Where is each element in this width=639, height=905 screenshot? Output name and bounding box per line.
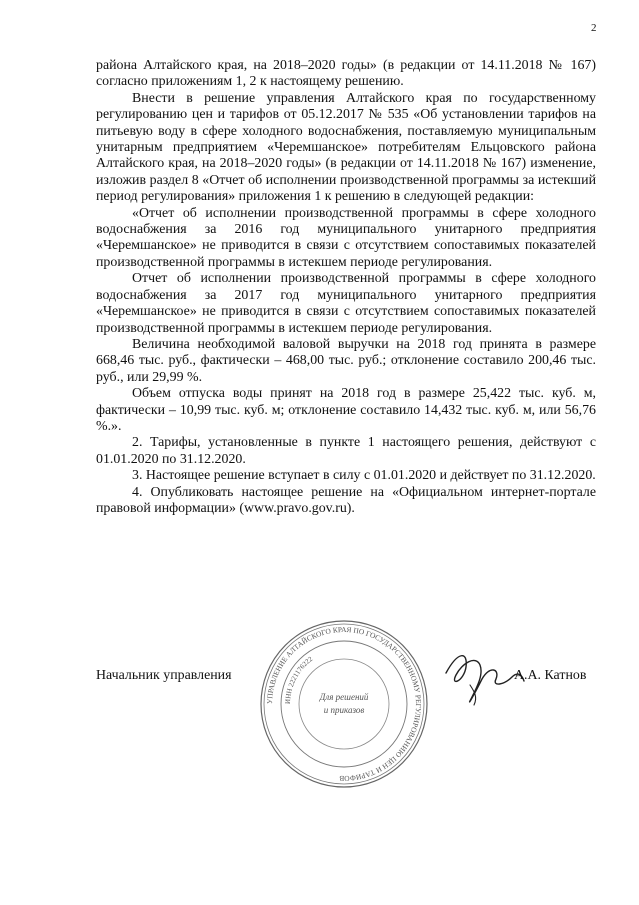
document-body — [96, 58, 596, 517]
signatory-name: А.А. Катнов — [514, 668, 587, 683]
paragraph-item-4: 4. Опубликовать настоящее решение на «Официальном интернет-портале правовой информации» (www.pravo.gov.ru). — [96, 484, 596, 516]
paragraph-report-2016: «Отчет об исполнении производственной программы в сфере холодного водоснабжения за 2016 год муниципального унитарного предприятия «Черемшанское» не приводится в связи с отсутствием сопоставимых показателей производственной программы в истекшем периоде регулирования. — [96, 205, 596, 270]
page-number: 2 — [591, 22, 597, 34]
official-stamp — [258, 618, 430, 790]
paragraph-revenue: Величина необходимой валовой выручки на 2018 год принята в размере 668,46 тыс. руб., фактически – 468,00 тыс. руб.; отклонение составило 200,46 тыс. руб., или 29,99 %. — [96, 336, 596, 385]
stamp-center-line2: и приказов — [323, 705, 365, 715]
signatory-position: Начальник управления — [96, 668, 232, 683]
paragraph-report-2017: Отчет об исполнении производственной программы в сфере холодного водоснабжения за 2017 год муниципального унитарного предприятия «Черемшанское» не приводится в связи с отсутствием сопоставимых показателей производственной программы в истекшем периоде регулирования. — [96, 271, 596, 336]
paragraph-item-3: 3. Настоящее решение вступает в силу с 01.01.2020 и действует по 31.12.2020. — [132, 468, 596, 484]
stamp-center-line1: Для решений — [319, 692, 369, 702]
stamp-outer-text: УПРАВЛЕНИЕ АЛТАЙСКОГО КРАЯ ПО ГОСУДАРСТВЕННОМУ РЕГУЛИРОВАНИЮ ЦЕН И ТАРИФОВ — [264, 624, 424, 784]
paragraph-item-2: 2. Тарифы, установленные в пункте 1 настоящего решения, действуют с 01.01.2020 по 31.12.2020. — [96, 435, 596, 467]
paragraph-continuation: района Алтайского края, на 2018–2020 годы» (в редакции от 14.11.2018 № 167) согласно приложениям 1, 2 к настоящему решению. — [96, 58, 596, 90]
stamp-inner-text: ИНН 2221176222 — [283, 654, 315, 705]
paragraph-amendment: Внести в решение управления Алтайского края по государственному регулированию цен и тарифов от 05.12.2017 № 535 «Об установлении тарифов на питьевую воду в сфере холодного водоснабжения, поставляемую муниципальным унитарным предприятием «Черемшанское» потребителям Ельцовского района Алтайского края, на 2018–2020 годы» (в редакции от 14.11.2018 № 167) изменение, изложив раздел 8 «Отчет об исполнении производственной программы за истекший период регулирования» приложения 1 к решению в следующей редакции: — [96, 90, 596, 205]
paragraph-water-volume: Объем отпуска воды принят на 2018 год в размере 25,422 тыс. куб. м, фактически – 10,99 тыс. куб. м; отклонение составило 14,432 тыс. куб. м, или 56,76 %.». — [96, 386, 596, 434]
